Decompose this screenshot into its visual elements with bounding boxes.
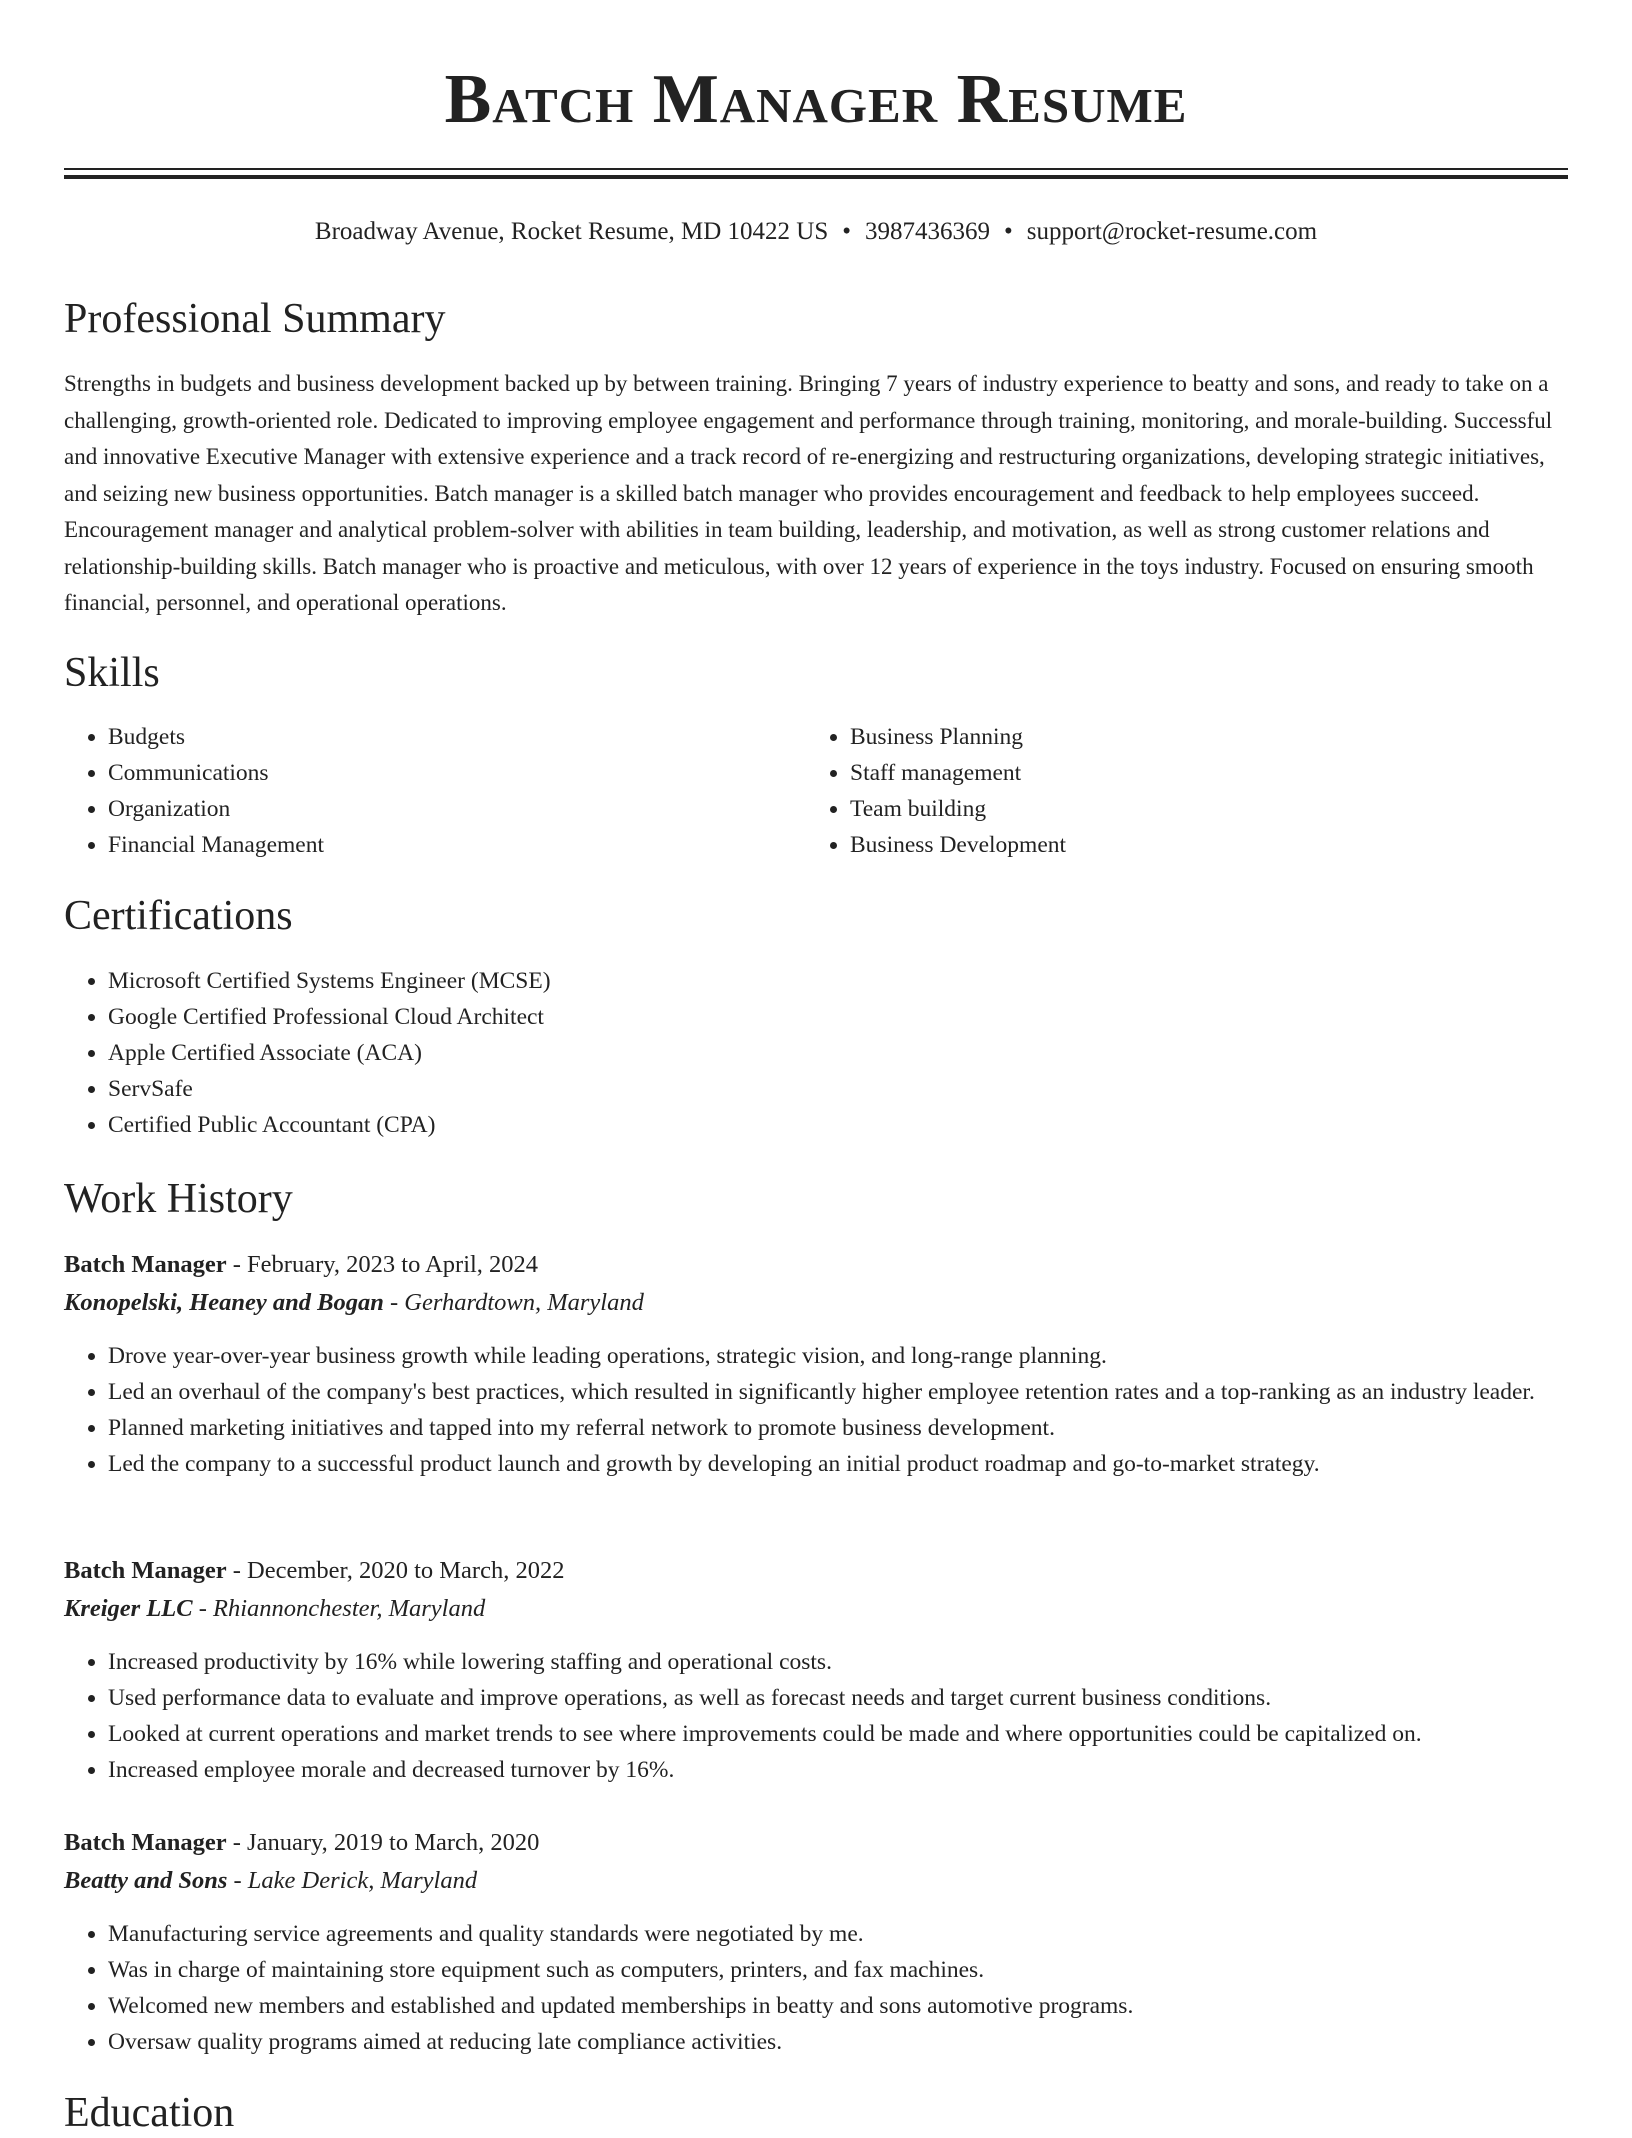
- job-location: - Rhiannonchester, Maryland: [192, 1595, 486, 1622]
- skills-heading: Skills: [64, 650, 160, 696]
- certification-item: • Apple Certified Associate (ACA): [108, 1035, 1568, 1071]
- skill-item: • Financial Management: [108, 827, 798, 863]
- certification-item: • ServSafe: [108, 1071, 1568, 1107]
- job-role: Batch Manager: [64, 1829, 227, 1856]
- skills-list-right: [806, 719, 1550, 863]
- job-title-line: [64, 1552, 1568, 1590]
- certifications-list: [64, 963, 1568, 1143]
- page-title: Batch Manager Resume: [444, 61, 1188, 138]
- job-title-line: [64, 1246, 1568, 1284]
- contact-address: Broadway Avenue, Rocket Resume, MD 10422 US: [314, 218, 829, 245]
- job-company-line: [64, 1284, 1568, 1322]
- job-entry: [64, 1824, 1568, 2060]
- contact-line: [64, 216, 1568, 248]
- skill-item: • Team building: [850, 791, 1550, 827]
- title-divider-thick: [64, 175, 1568, 179]
- skill-item: • Organization: [108, 791, 798, 827]
- job-company: Beatty and Sons: [64, 1867, 228, 1894]
- job-dates: - February, 2023 to April, 2024: [226, 1251, 539, 1278]
- job-title-line: [64, 1824, 1568, 1862]
- skill-item: • Communications: [108, 755, 798, 791]
- job-company-line: [64, 1590, 1568, 1628]
- skill-item: • Business Development: [850, 827, 1550, 863]
- contact-email[interactable]: support@rocket-resume.com: [1026, 218, 1318, 245]
- job-role: Batch Manager: [64, 1251, 227, 1278]
- skill-item: • Business Planning: [850, 719, 1550, 755]
- job-bullet: • Welcomed new members and established and updated memberships in beatty and sons automotive programs.: [108, 1988, 1568, 2024]
- skill-item: • Budgets: [108, 719, 798, 755]
- certifications-heading: Certifications: [64, 893, 293, 939]
- job-bullets: [64, 1338, 1568, 1482]
- job-bullet: • Led the company to a successful product launch and growth by developing an initial product roadmap and go-to-market strategy.: [108, 1446, 1568, 1482]
- job-bullet: • Planned marketing initiatives and tapped into my referral network to promote business development.: [108, 1410, 1568, 1446]
- job-bullet: • Drove year-over-year business growth while leading operations, strategic vision, and long-range planning.: [108, 1338, 1568, 1374]
- title-divider-thin: [64, 168, 1568, 170]
- job-dates: - December, 2020 to March, 2022: [226, 1557, 565, 1584]
- job-company-line: [64, 1862, 1568, 1900]
- work-history-heading: Work History: [64, 1176, 293, 1222]
- certification-item: • Certified Public Accountant (CPA): [108, 1107, 1568, 1143]
- skills-list-left: [64, 719, 798, 863]
- education-heading: Education: [64, 2090, 235, 2136]
- skill-item: • Staff management: [850, 755, 1550, 791]
- job-bullet: • Was in charge of maintaining store equipment such as computers, printers, and fax machines.: [108, 1952, 1568, 1988]
- job-bullet: • Increased employee morale and decreased turnover by 16%.: [108, 1752, 1568, 1788]
- contact-separator: •: [1004, 218, 1013, 245]
- job-company: Konopelski, Heaney and Bogan: [64, 1289, 384, 1316]
- job-company: Kreiger LLC: [64, 1595, 193, 1622]
- job-bullet: • Led an overhaul of the company's best practices, which resulted in significantly higher employee retention rates and a top-ranking as an industry leader.: [108, 1374, 1568, 1410]
- contact-phone: 3987436369: [865, 218, 991, 245]
- job-bullet: • Manufacturing service agreements and quality standards were negotiated by me.: [108, 1916, 1568, 1952]
- job-role: Batch Manager: [64, 1557, 227, 1584]
- job-bullet: • Looked at current operations and market trends to see where improvements could be made and where opportunities could be capitalized on.: [108, 1716, 1568, 1752]
- job-dates: - January, 2019 to March, 2020: [226, 1829, 540, 1856]
- summary-heading: Professional Summary: [64, 296, 446, 342]
- job-location: - Lake Derick, Maryland: [227, 1867, 478, 1894]
- job-bullet: • Increased productivity by 16% while lowering staffing and operational costs.: [108, 1644, 1568, 1680]
- job-bullets: [64, 1644, 1568, 1788]
- summary-text: Strengths in budgets and business development backed up by between training. Bringing 7 years of industry experience to beatty and sons, and ready to take on a challenging, growth-oriented role. Dedicated to improving employee engagement and performance through training, monitoring, and morale-building. Successful and innovative Executive Manager with extensive experience and a track record of re-energizing and restructuring organizations, developing strategic initiatives, and seizing new business opportunities. Batch manager is a skilled batch manager who provides encouragement and feedback to help employees succeed. Encouragement manager and analytical problem-solver with abilities in team building, leadership, and motivation, as well as strong customer relations and relationship-building skills. Batch manager who is proactive and meticulous, with over 12 years of experience in the toys industry. Focused on ensuring smooth financial, personnel, and operational operations.: [64, 371, 1553, 615]
- job-bullets: [64, 1916, 1568, 2060]
- job-bullet: • Oversaw quality programs aimed at reducing late compliance activities.: [108, 2024, 1568, 2060]
- certification-item: • Google Certified Professional Cloud Architect: [108, 999, 1568, 1035]
- contact-separator: •: [842, 218, 852, 245]
- job-location: - Gerhardtown, Maryland: [383, 1289, 644, 1316]
- job-entry: [64, 1246, 1568, 1482]
- certification-item: • Microsoft Certified Systems Engineer (MCSE): [108, 963, 1568, 999]
- job-entry: [64, 1552, 1568, 1788]
- job-bullet: • Used performance data to evaluate and improve operations, as well as forecast needs and target current business conditions.: [108, 1680, 1568, 1716]
